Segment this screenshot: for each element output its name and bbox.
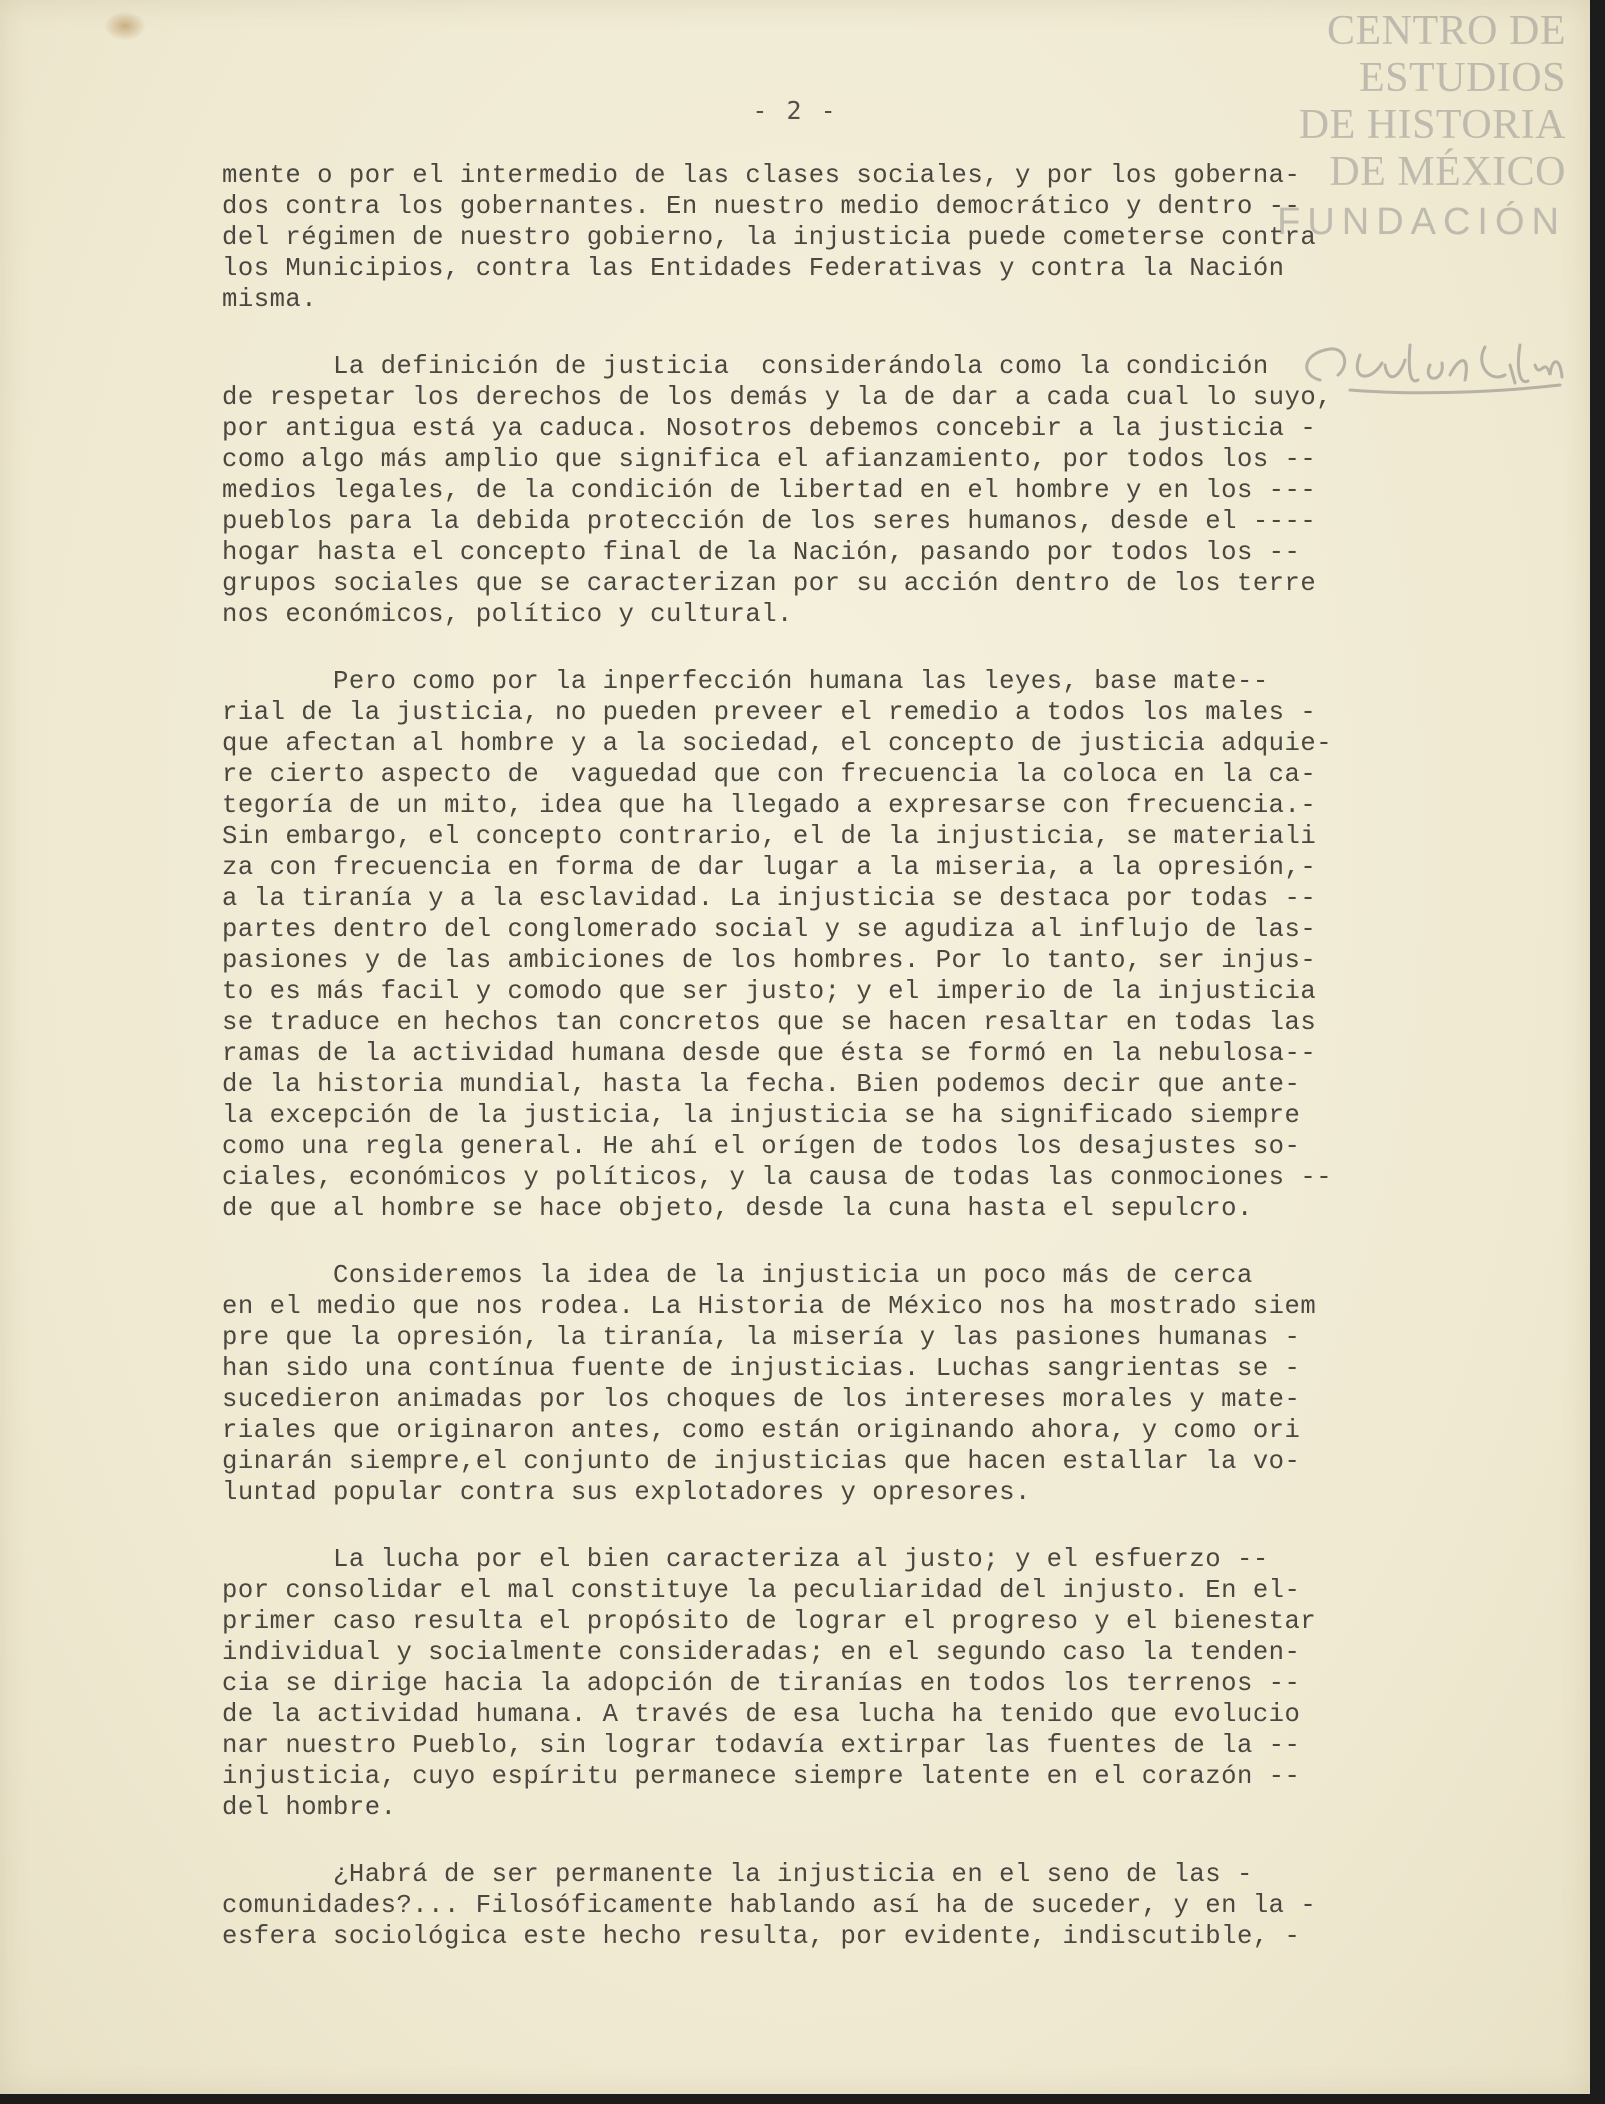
text-line: nar nuestro Pueblo, sin lograr todavía extirpar las fuentes de la -- [222,1731,1301,1760]
page-number: - 2 - [752,96,838,125]
text-line: por antigua está ya caduca. Nosotros debemos concebir a la justicia - [222,414,1317,443]
text-line: del régimen de nuestro gobierno, la injusticia puede cometerse contra [222,223,1317,252]
text-line: de respetar los derechos de los demás y la de dar a cada cual lo suyo, [222,383,1333,412]
text-line: que afectan al hombre y a la sociedad, el concepto de justicia adquie- [222,729,1333,758]
text-line: re cierto aspecto de vaguedad que con frecuencia la coloca en la ca- [222,760,1317,789]
text-line: riales que originaron antes, como están originando ahora, y como ori [222,1416,1301,1445]
text-line: luntad popular contra sus explotadores y opresores. [222,1478,1031,1507]
paragraph [222,160,1542,315]
text-line: La lucha por el bien caracteriza al justo; y el esfuerzo -- [222,1545,1269,1574]
paragraph [222,351,1542,630]
watermark-line: DE MÉXICO [1329,149,1566,195]
text-line: ramas de la actividad humana desde que ésta se formó en la nebulosa-- [222,1039,1317,1068]
text-line: rial de la justicia, no pueden preveer el remedio a todos los males - [222,698,1317,727]
text-line: como una regla general. He ahí el orígen de todos los desajustes so- [222,1132,1301,1161]
text-line: esfera sociológica este hecho resulta, por evidente, indiscutible, - [222,1922,1301,1951]
text-line: cia se dirige hacia la adopción de tiranías en todos los terrenos -- [222,1669,1301,1698]
paragraph [222,1544,1542,1823]
text-line: ¿Habrá de ser permanente la injusticia en el seno de las - [222,1860,1253,1889]
text-line: injusticia, cuyo espíritu permanece siempre latente en el corazón -- [222,1762,1301,1791]
text-line: pasiones y de las ambiciones de los hombres. Por lo tanto, ser injus- [222,946,1317,975]
text-line: za con frecuencia en forma de dar lugar a la miseria, a la opresión,- [222,853,1317,882]
text-line: pueblos para la debida protección de los seres humanos, desde el ---- [222,507,1317,536]
watermark-line: DE HISTORIA [1298,102,1566,148]
text-line: grupos sociales que se caracterizan por su acción dentro de los terre [222,569,1317,598]
watermark-line: ESTUDIOS [1358,55,1566,101]
paper-stain [105,12,145,40]
text-line: ciales, económicos y políticos, y la causa de todas las conmociones -- [222,1163,1333,1192]
text-line: La definición de justicia considerándola como la condición [222,352,1269,381]
text-line: se traduce en hechos tan concretos que se hacen resaltar en todas las [222,1008,1317,1037]
paragraph [222,1859,1542,1952]
watermark-foundation: FUNDACIÓN [1277,201,1566,243]
text-line: a la tiranía y a la esclavidad. La injusticia se destaca por todas -- [222,884,1317,913]
text-line: medios legales, de la condición de libertad en el hombre y en los --- [222,476,1317,505]
text-line: de la actividad humana. A través de esa lucha ha tenido que evolucio [222,1700,1301,1729]
watermark-line: CENTRO DE [1327,8,1566,54]
paragraph [222,666,1542,1224]
text-line: de que al hombre se hace objeto, desde la cuna hasta el sepulcro. [222,1194,1253,1223]
text-line: como algo más amplio que significa el afianzamiento, por todos los -- [222,445,1317,474]
paragraph [222,1260,1542,1508]
text-line: primer caso resulta el propósito de lograr el progreso y el bienestar [222,1607,1317,1636]
text-line: nos económicos, político y cultural. [222,600,793,629]
text-line: Pero como por la inperfección humana las leyes, base mate-- [222,667,1269,696]
text-line: mente o por el intermedio de las clases sociales, y por los goberna- [222,161,1301,190]
text-line: comunidades?... Filosóficamente hablando así ha de suceder, y en la - [222,1891,1317,1920]
text-line: partes dentro del conglomerado social y se agudiza al influjo de las- [222,915,1317,944]
text-line: en el medio que nos rodea. La Historia de México nos ha mostrado siem [222,1292,1317,1321]
text-line: individual y socialmente consideradas; en el segundo caso la tenden- [222,1638,1301,1667]
text-line: por consolidar el mal constituye la peculiaridad del injusto. En el- [222,1576,1301,1605]
text-line: pre que la opresión, la tiranía, la misería y las pasiones humanas - [222,1323,1301,1352]
text-line: tegoría de un mito, idea que ha llegado a expresarse con frecuencia.- [222,791,1317,820]
text-line: han sido una contínua fuente de injusticias. Luchas sangrientas se - [222,1354,1301,1383]
text-line: los Municipios, contra las Entidades Federativas y contra la Nación [222,254,1285,283]
text-line: de la historia mundial, hasta la fecha. Bien podemos decir que ante- [222,1070,1301,1099]
text-line: la excepción de la justicia, la injusticia se ha significado siempre [222,1101,1301,1130]
text-line: dos contra los gobernantes. En nuestro medio democrático y dentro -- [222,192,1301,221]
text-line: Consideremos la idea de la injusticia un poco más de cerca [222,1261,1253,1290]
text-line: del hombre. [222,1793,397,1822]
text-line: sucedieron animadas por los choques de los intereses morales y mate- [222,1385,1301,1414]
text-line: misma. [222,285,318,314]
text-line: to es más facil y comodo que ser justo; y el imperio de la injusticia [222,977,1317,1006]
text-line: Sin embargo, el concepto contrario, el de la injusticia, se materiali [222,822,1317,851]
text-line: hogar hasta el concepto final de la Nación, pasando por todos los -- [222,538,1301,567]
text-line: ginarán siempre,el conjunto de injusticias que hacen estallar la vo- [222,1447,1301,1476]
document-body [222,160,1542,1988]
